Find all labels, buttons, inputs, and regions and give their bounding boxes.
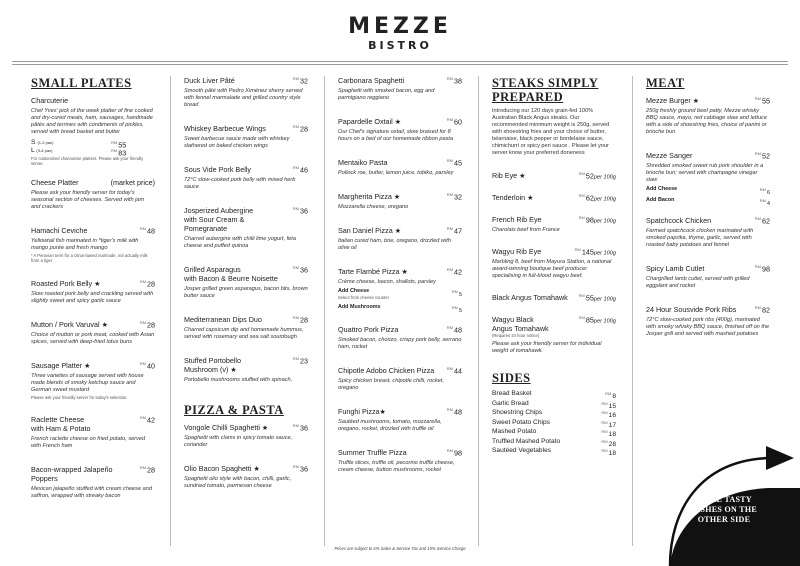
price-value: 98 xyxy=(762,264,770,274)
item-note: * A Peruvian term for a citrus-based marinade, not actually milk from a tiger xyxy=(31,252,148,264)
item-price xyxy=(293,76,308,85)
item-desc: Spaghetti with smoked bacon, egg and parmigiano reggiano xyxy=(338,88,435,101)
item-price xyxy=(447,366,462,375)
item-name: Olio Bacon Spaghetti ★ xyxy=(184,464,260,473)
menu-item xyxy=(646,151,770,184)
currency-label: RM xyxy=(605,391,612,397)
menu-item xyxy=(184,464,308,490)
currency-label: RM xyxy=(578,193,585,198)
price-unit: per 100g xyxy=(593,196,616,203)
side-item xyxy=(492,408,616,418)
column-small-plates-2 xyxy=(184,76,308,505)
item-desc: Marbling 8, beef from Mayura Station, a national award-winning boutique beef producer specialising in full-blood wagyu beef. xyxy=(492,259,612,279)
price-value: 28 xyxy=(147,279,155,289)
item-name: Bacon-wrapped Jalapeño Poppers xyxy=(31,465,113,484)
currency-label: RM xyxy=(754,96,761,101)
menu-item xyxy=(338,407,462,433)
menu-item-steak xyxy=(492,171,616,180)
item-desc: Shredded smoked sweet rub pork shoulder in a brioche bun; served with champagne vinegar slaw xyxy=(646,163,764,183)
addon-bacon: Add Bacon $^{RM}$4 xyxy=(646,197,770,207)
currency-label: RM xyxy=(292,206,299,211)
item-desc: Our Chef's signature oxtail, slow braised for 8 hours on a bed of our homemade ribbon pasta xyxy=(338,129,454,142)
menu-item-steak xyxy=(492,315,616,355)
brand-subtitle: BISTRO xyxy=(368,39,432,52)
item-desc: Italian cured ham, brie, oregano, drizzled with olive oil xyxy=(338,238,451,251)
menu-item xyxy=(338,117,462,143)
item-price xyxy=(447,325,462,334)
menu-item xyxy=(31,226,155,264)
item-desc: Sautéed mushrooms, tomato, mozzarella, oregano, rocket, drizzled with truffle oil xyxy=(338,419,442,433)
item-desc: Portobello mushrooms stuffed with spinach, xyxy=(184,377,293,383)
menu-item xyxy=(31,465,155,500)
item-name: Hamachi Ceviche xyxy=(31,225,88,235)
item-price xyxy=(447,267,462,276)
menu-item xyxy=(31,415,155,450)
promo-text: MORE TASTY DISHES ON THE OTHER SIDE xyxy=(691,495,757,524)
item-name: Raclette Cheese with Ham & Potato xyxy=(31,415,91,434)
section-heading-steaks: STEAKS SIMPLY PREPARED xyxy=(492,76,599,104)
item-desc: French raclette cheese on fried potato, served with French ham xyxy=(31,436,146,450)
currency-label: RM xyxy=(578,215,585,220)
column-divider xyxy=(170,76,171,546)
side-name: Sautéed Vegetables xyxy=(492,447,552,455)
price-value: 28 xyxy=(147,320,155,330)
menu-item-steak xyxy=(492,247,616,280)
item-name: Mezze Burger ★ xyxy=(646,96,700,105)
item-price xyxy=(755,305,770,314)
menu-item xyxy=(338,226,462,252)
section-heading-small-plates: SMALL PLATES xyxy=(31,76,132,90)
side-item xyxy=(492,418,616,428)
item-price xyxy=(140,361,155,370)
side-name: Mashed Potato xyxy=(492,428,537,436)
item-desc: Sweet barbecue sauce made with whiskey slathered on baked chicken wings xyxy=(184,136,290,149)
menu-item xyxy=(338,325,462,351)
top-rule-2 xyxy=(12,64,788,65)
item-price xyxy=(140,415,155,424)
side-item xyxy=(492,446,616,456)
item-desc: Charred capsicum dip and homemade hummus, served with rosemary and sea salt sourdough xyxy=(184,327,304,340)
item-name: Cheese Platter xyxy=(31,177,79,187)
menu-item xyxy=(338,76,462,102)
menu-item-steak xyxy=(492,215,616,234)
side-price xyxy=(601,446,616,459)
price-value: 32 xyxy=(300,76,308,86)
side-item xyxy=(492,389,616,399)
item-price xyxy=(755,96,770,105)
price-value: 40 xyxy=(147,361,155,371)
item-price xyxy=(140,279,155,288)
item-desc: Mexican jalapeño stuffed with cream cheese and saffron, wrapped with streaky bacon xyxy=(31,486,152,500)
item-price xyxy=(293,315,308,324)
currency-label: RM xyxy=(578,315,585,320)
currency-label: RM xyxy=(754,151,761,156)
item-desc: Crème cheese, bacon, shallots, parsley xyxy=(338,279,436,285)
item-note: (Requires 24 hour notice) xyxy=(492,333,540,338)
item-price xyxy=(447,407,462,416)
section-heading-sides: SIDES xyxy=(492,371,531,386)
item-name: Josperized Aubergine with Sour Cream & Pomegranate xyxy=(184,206,254,233)
menu-item xyxy=(184,76,308,109)
item-price xyxy=(447,192,462,201)
item-name: San Daniel Pizza ★ xyxy=(338,226,402,235)
price-value: 48 xyxy=(454,325,462,335)
item-note: For customized charcuterie platters. Please ask your friendly server. xyxy=(31,156,144,167)
burger-addons xyxy=(646,186,770,207)
price-value: 18 xyxy=(608,450,616,458)
price-value: 52 xyxy=(585,171,594,181)
menu-item xyxy=(31,361,155,400)
item-name: Grilled Asparagus with Bacon & Beurre Noisette xyxy=(184,265,278,283)
menu-item xyxy=(31,178,155,211)
menu-item xyxy=(184,265,308,300)
currency-label: RM xyxy=(292,265,299,270)
price-value: 44 xyxy=(454,366,462,376)
brand-name: MEZZE xyxy=(348,14,452,39)
item-name: Charcuterie xyxy=(31,96,69,105)
price-value: 32 xyxy=(454,192,462,202)
item-price: 83 xyxy=(118,148,127,158)
currency-label: RM xyxy=(292,165,299,170)
item-name: Sausage Platter ★ xyxy=(31,360,91,370)
item-name: Margherita Pizza ★ xyxy=(338,192,401,201)
price-unit: per 100g xyxy=(593,174,616,181)
currency-label: RM xyxy=(292,124,299,129)
menu-item-steak xyxy=(492,293,616,302)
currency-label: RM xyxy=(446,448,453,454)
menu-item xyxy=(646,264,770,290)
item-price xyxy=(293,464,308,473)
currency-label: RM xyxy=(578,171,585,176)
price-value: 18 xyxy=(608,431,616,439)
pizza-addons xyxy=(338,288,462,315)
price-value: 55 xyxy=(585,293,594,303)
item-price xyxy=(447,448,462,457)
item-name: Mezze Sanger xyxy=(646,151,693,160)
menu-item xyxy=(184,124,308,150)
item-name: Mediterranean Dips Duo xyxy=(184,315,262,324)
currency-label: RM xyxy=(446,267,453,272)
item-desc: Slow roasted pork belly and crackling served with slightly sweet and spicy garlic sauce xyxy=(31,290,154,304)
top-rule xyxy=(12,61,788,62)
price-value: 52 xyxy=(762,151,770,161)
item-name: Spicy Lamb Cutlet xyxy=(646,264,705,273)
side-name: Sweet Potato Chips xyxy=(492,418,550,426)
column-divider xyxy=(632,76,633,546)
item-name: French Rib Eye xyxy=(492,215,542,224)
menu-item xyxy=(184,315,308,341)
currency-label: RM xyxy=(754,305,761,310)
item-name: Tarte Flambé Pizza ★ xyxy=(338,267,408,276)
item-price xyxy=(447,226,462,235)
price-value: 45 xyxy=(454,158,462,168)
item-desc: Smoked bacon, chorizo, crispy pork belly, serrano ham, rocket xyxy=(338,337,462,351)
column-small-plates xyxy=(31,76,155,515)
addon-mushrooms: Add Mushrooms $^{RM}$5 xyxy=(338,304,462,315)
item-desc: Please ask your friendly server for today's seasonal section of cheeses. Served with jam and crackers xyxy=(31,189,145,210)
currency-label: RM xyxy=(601,410,608,416)
currency-label: RM xyxy=(446,117,453,122)
item-name: Wagyu Rib Eye xyxy=(492,247,542,256)
price-value: 60 xyxy=(454,117,462,127)
currency-label: RM xyxy=(139,465,146,471)
price-value: 62 xyxy=(762,216,770,226)
side-item xyxy=(492,437,616,447)
item-desc: Chef Yves' pick of the week platter of fine cooked and dry-cured meats, ham, sausages, handmade pâtés and terrines with condiments of pickles, served with bread basket and butter xyxy=(31,108,153,135)
menu-item xyxy=(184,165,308,191)
item-name: Sous Vide Pork Belly xyxy=(184,165,251,174)
currency-label: RM xyxy=(292,423,299,428)
side-name: Bread Basket xyxy=(492,390,532,398)
item-name: Rib Eye ★ xyxy=(492,171,526,180)
item-desc: Josper grilled green asparagus, bacon bits, brown butter sauce xyxy=(184,286,308,299)
currency-label: RM xyxy=(139,360,146,366)
item-desc: Yellowtail fish marinated in *tiger's milk with mango purée and fresh mango xyxy=(31,237,139,251)
price-value: 62 xyxy=(585,193,594,203)
price-value: 8 xyxy=(612,393,616,401)
item-name: 24 Hour Sousvide Pork Ribs xyxy=(646,305,737,314)
addon-cheese-note: Select from cheese counter xyxy=(338,295,389,300)
item-price xyxy=(579,215,616,224)
item-name: Tenderloin ★ xyxy=(492,193,534,202)
price-value: 98 xyxy=(585,215,594,225)
item-name: Roasted Pork Belly ★ xyxy=(31,278,101,288)
menu-item-steak xyxy=(492,193,616,202)
currency-label: RM xyxy=(754,264,761,269)
currency-label: RM xyxy=(139,225,146,231)
item-name: Summer Truffle Pizza xyxy=(338,448,407,458)
item-price xyxy=(111,178,155,187)
item-desc: Mozzarella cheese, oregano xyxy=(338,204,409,210)
item-price xyxy=(575,247,616,256)
price-value: 48 xyxy=(147,226,155,236)
menu-item xyxy=(31,279,155,305)
item-desc: Charred aubergine with chilli lime yogurt, feta cheese and puffed quinoa xyxy=(184,236,296,249)
price-value: 145 xyxy=(581,247,594,257)
item-name: Papardelle Oxtail ★ xyxy=(338,117,402,126)
item-name: Funghi Pizza★ xyxy=(338,407,386,417)
column-divider xyxy=(324,76,325,546)
menu-item xyxy=(338,158,462,177)
size-row-l: L (3-4 pax) $^{RM}$83 xyxy=(31,147,127,158)
currency-label: RM xyxy=(574,247,581,252)
column-meat xyxy=(646,76,770,353)
currency-label: RM xyxy=(446,76,453,81)
item-desc: 250g freshly ground beef patty, Mezze whisky BBQ sauce, mayo, red cabbage slaw and lettuce with a side of shoestring fries, choice of panini or brioche bun xyxy=(646,108,767,135)
item-price xyxy=(755,264,770,273)
item-price xyxy=(293,356,308,365)
menu-item-charcuterie xyxy=(31,96,155,167)
currency-label: RM xyxy=(754,216,761,221)
currency-label: RM xyxy=(292,464,299,469)
currency-label: RM xyxy=(292,356,299,361)
item-desc: Pollock roe, butter, lemon juice, tobiko, parsley xyxy=(338,170,454,176)
item-name: Vongole Chilli Spaghetti ★ xyxy=(184,423,269,432)
item-price xyxy=(447,117,462,126)
price-value: 42 xyxy=(147,415,155,425)
currency-label: RM xyxy=(446,226,453,231)
menu-item xyxy=(338,366,462,392)
item-desc: Smooth pâté with Pedro Ximénez sherry served with fennel marmalade and grilled country style bread xyxy=(184,88,303,108)
menu-item xyxy=(646,96,770,136)
item-price xyxy=(293,423,308,432)
currency-label: RM xyxy=(446,325,453,331)
item-price xyxy=(755,151,770,160)
currency-label: RM xyxy=(139,278,146,284)
menu-item xyxy=(184,206,308,250)
side-name: Shoestring Chips xyxy=(492,409,543,417)
steaks-intro: Introducing our 120 days grain-fed 100% Australian Black Angus steaks. Our recommended minimum weight is 250g, served with shoestring fries and your choice of butter, béarnaise, black pepper or bordelaise sauce, chimichurri or spicy peri sauce . Please let your server know your preferred doneness xyxy=(492,108,610,156)
currency-label: RM xyxy=(446,366,453,372)
item-price xyxy=(579,193,616,202)
item-price xyxy=(293,165,308,174)
item-name: Chipotle Adobo Chicken Pizza xyxy=(338,366,435,376)
side-name: Truffled Mashed Potato xyxy=(492,437,561,445)
item-name: Carbonara Spaghetti xyxy=(338,76,405,85)
addon-cheese: Add Cheese $^{RM}$6 xyxy=(646,186,770,196)
item-price xyxy=(755,216,770,225)
item-price xyxy=(293,265,308,274)
price-value: 28 xyxy=(147,465,155,475)
price-value: 46 xyxy=(300,165,308,175)
menu-item xyxy=(646,305,770,338)
item-desc: Truffle slices, truffle oil, pecorino truffle cheese, cream cheese, button mushrooms, rocket xyxy=(338,460,455,474)
price-unit: per 100g xyxy=(593,218,616,225)
menu-item xyxy=(184,356,308,384)
price-value: 16 xyxy=(608,412,616,420)
price-unit: per 100g xyxy=(593,250,616,257)
item-name: Stuffed Portobello Mushroom (v) ★ xyxy=(184,356,242,374)
item-name: Whiskey Barbecue Wings xyxy=(184,124,266,133)
item-price xyxy=(293,206,308,215)
column-pizza-pasta xyxy=(338,76,462,489)
currency-label: RM xyxy=(601,400,608,406)
price-value: 36 xyxy=(300,265,308,275)
price-value: 55 xyxy=(762,96,770,106)
item-name: Wagyu Black Angus Tomahawk xyxy=(492,315,549,333)
item-price xyxy=(579,293,616,302)
item-name: Mutton / Pork Varuval ★ xyxy=(31,319,109,329)
price-value: 47 xyxy=(454,226,462,236)
item-desc: Farmed spatchcock chicken marinated with smoked paprika, thyme, garlic, served with roasted baby potatoes and fennel xyxy=(646,228,754,248)
price-value: 15 xyxy=(608,403,616,411)
side-item xyxy=(492,427,616,437)
menu-item xyxy=(338,267,462,286)
item-desc: Chargrilled lamb cutlet, served with grilled eggplant and rocket xyxy=(646,276,750,289)
menu-item xyxy=(184,423,308,449)
price-value: 82 xyxy=(762,305,770,315)
price-value: 28 xyxy=(300,124,308,134)
currency-label: RM xyxy=(446,192,453,197)
section-heading-meat: MEAT xyxy=(646,76,685,90)
currency-label: RM xyxy=(446,158,453,163)
currency-label: RM xyxy=(601,438,608,444)
item-desc: Three varieties of sausage served with house made blends of smoky ketchup sauce and German sweet mustard xyxy=(31,372,144,393)
item-name: Black Angus Tomahawk xyxy=(492,293,568,302)
column-divider xyxy=(478,76,479,546)
currency-label: RM xyxy=(292,315,299,320)
item-desc: Spaghetti olio style with bacon, chilli, garlic, sundried tomato, parmesan cheese xyxy=(184,476,292,489)
item-name: Mentaiko Pasta xyxy=(338,158,388,167)
currency-label: RM xyxy=(292,76,299,81)
item-name: Spatchcock Chicken xyxy=(646,216,712,225)
price-value: 36 xyxy=(300,464,308,474)
price-value: 36 xyxy=(300,423,308,433)
item-desc: Spicy chicken breast, chipotle chilli, rocket, oregano xyxy=(338,378,445,392)
price-unit: per 100g xyxy=(593,296,616,303)
column-steaks xyxy=(492,76,616,456)
item-price: 55 xyxy=(118,140,127,150)
item-price xyxy=(447,76,462,85)
item-desc: Charolais beef from France xyxy=(492,227,560,233)
price-value: 28 xyxy=(608,441,616,449)
item-price xyxy=(293,124,308,133)
currency-label: RM xyxy=(601,448,608,454)
menu-item xyxy=(338,448,462,474)
item-desc: Spaghetti with clams in spicy tomato sauce, coriander xyxy=(184,435,293,448)
section-heading-pizza-pasta: PIZZA & PASTA xyxy=(184,403,284,417)
currency-label: RM xyxy=(601,419,608,425)
price-value: 38 xyxy=(454,76,462,86)
item-price xyxy=(140,226,155,235)
side-item xyxy=(492,399,616,409)
item-price xyxy=(579,171,616,180)
currency-label: RM xyxy=(139,319,146,325)
menu-item xyxy=(31,320,155,346)
item-desc: Please ask your friendly server for individual weight of tomahawk. xyxy=(492,341,602,355)
price-value: (market price) xyxy=(110,177,155,187)
item-note: Please ask your friendly server for today's selection. xyxy=(31,394,128,400)
item-name: Duck Liver Pâté xyxy=(184,76,235,85)
currency-label: RM xyxy=(578,293,585,298)
item-desc: 72°C slow-cooked pork ribs (400g), marinated with smoky whisky BBQ sauce, finished off on the Josper grill and served with mashed potatoes xyxy=(646,317,770,337)
size-row-s: S (1-2 pax) $^{RM}$55 xyxy=(31,139,127,150)
price-value: 48 xyxy=(454,407,462,417)
currency-label: RM xyxy=(601,429,608,435)
item-desc: 72°C slow-cooked pork belly with mixed herb sauce xyxy=(184,177,296,190)
item-name: Quattro Pork Pizza xyxy=(338,325,399,335)
price-value: 85 xyxy=(585,315,594,325)
footer-tax-note: Prices are subject to 6% Sales & Service Tax and 10% Service Charge xyxy=(334,546,466,551)
price-value: 98 xyxy=(454,448,462,458)
item-price xyxy=(579,315,616,324)
item-price xyxy=(447,158,462,167)
price-value: 23 xyxy=(300,356,308,366)
currency-label: RM xyxy=(139,415,146,421)
menu-item xyxy=(646,216,770,249)
price-unit: per 100g xyxy=(593,318,616,325)
price-value: 36 xyxy=(300,206,308,216)
price-value: 42 xyxy=(454,267,462,277)
addon-cheese: Add Cheese $^{RM}$5 xyxy=(338,288,462,298)
currency-label: RM xyxy=(446,407,453,413)
item-desc: Choice of mutton or pork meat, cooked with Asian spices, served with deep-fried lotus buns xyxy=(31,331,155,345)
item-price xyxy=(140,465,155,474)
price-value: 17 xyxy=(608,422,616,430)
side-name: Garlic Bread xyxy=(492,399,529,407)
menu-item xyxy=(338,192,462,211)
item-price xyxy=(140,320,155,329)
price-value: 28 xyxy=(300,315,308,325)
